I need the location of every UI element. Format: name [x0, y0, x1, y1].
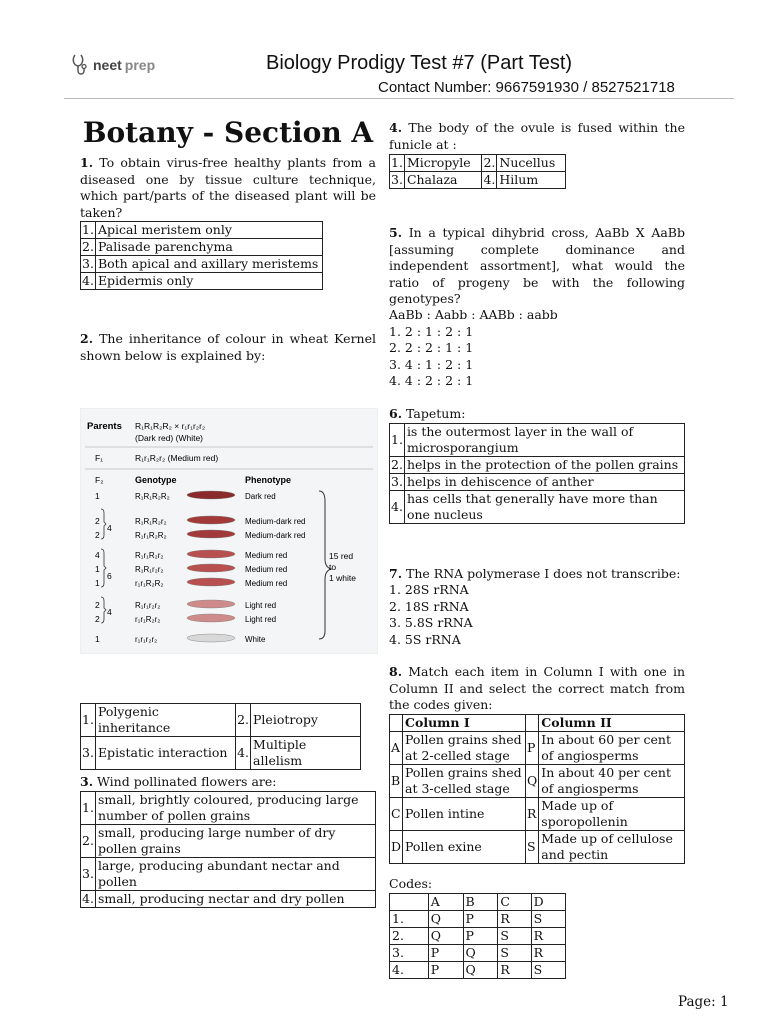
option-text[interactable]: Epistatic interaction — [95, 737, 235, 770]
codes-label: Codes: — [389, 876, 433, 891]
question-5-text: In a typical dihybrid cross, AaBb X AaBb [assuming complete dominance and independent assortment], what would the ratio of progeny be with the following genotypes? — [389, 225, 685, 306]
option-row[interactable]: 1. Apical meristem only — [81, 222, 323, 239]
f1-label: F₁ — [95, 453, 104, 463]
codes-table: A B C D 1. Q P R S 2. Q P S R 3. P Q S R 4. P Q R S — [389, 893, 566, 979]
option-text[interactable]: 1. 2 : 1 : 2 : 1 — [389, 323, 474, 339]
question-7 — [389, 566, 685, 583]
genotype-header: Genotype — [135, 475, 177, 485]
wheat-kernel-icon — [187, 550, 235, 558]
match-row: B Pollen grains shed at 3-celled stage Q In about 40 per cent of angiosperms — [390, 765, 685, 798]
row-phenotype: Light red — [245, 601, 277, 610]
option-text[interactable]: 3. 4 : 1 : 2 : 1 — [389, 356, 474, 372]
wheat-kernel-figure — [80, 408, 378, 654]
question-8-number: 8. — [389, 664, 403, 679]
question-6-number: 6. — [389, 406, 403, 421]
match-row: A Pollen grains shed at 2-celled stage P In about 60 per cent of angiosperms — [390, 732, 685, 765]
figure-rows — [95, 491, 305, 644]
row-count: 2 — [95, 530, 100, 540]
option-text: small, producing large number of dry pollen grains — [95, 825, 375, 858]
wheat-kernel-icon — [187, 491, 235, 499]
column-1-header: Column I — [403, 715, 526, 732]
option-text: helps in dehiscence of anther — [404, 474, 684, 491]
match-table — [389, 714, 685, 864]
option-text: Epidermis only — [95, 273, 322, 290]
question-7-number: 7. — [389, 566, 403, 581]
row-genotype: R₁R₁R₂r₂ — [135, 517, 167, 526]
question-7-text: The RNA polymerase I does not transcribe: — [406, 566, 681, 581]
row-phenotype: Dark red — [245, 492, 276, 501]
wheat-kernel-icon — [187, 530, 235, 538]
wheat-kernel-icon — [187, 614, 235, 622]
question-3 — [80, 774, 376, 791]
group-brace — [101, 549, 106, 587]
question-8 — [389, 664, 685, 714]
option-row[interactable]: 1. is the outermost layer in the wall of microsporangium — [390, 424, 685, 457]
question-5 — [389, 225, 685, 308]
option-text[interactable]: Polygenic inheritance — [95, 704, 235, 737]
row-count: 2 — [95, 600, 100, 610]
option-row[interactable]: 1. small, brightly coloured, producing large number of pollen grains — [81, 792, 376, 825]
question-5-options — [389, 307, 685, 390]
option-text: is the outermost layer in the wall of microsporangium — [404, 424, 684, 457]
question-6 — [389, 406, 685, 423]
question-2-text: The inheritance of colour in wheat Kernel shown below is explained by: — [80, 331, 376, 363]
stethoscope-icon — [70, 53, 90, 77]
section-title: Botany - Section A — [82, 116, 374, 149]
match-row: D Pollen exine S Made up of cellulose and pectin — [390, 831, 685, 864]
option-text[interactable]: Multiple allelism — [251, 737, 361, 770]
neetprep-logo — [70, 53, 155, 77]
option-text: has cells that generally have more than one nucleus — [404, 491, 684, 524]
option-row[interactable]: 3. large, producing abundant nectar and pollen — [81, 858, 376, 891]
option-text[interactable]: 2. 2 : 2 : 1 : 1 — [389, 340, 474, 355]
option-text[interactable]: Micropyle — [404, 155, 482, 172]
option-row[interactable]: 2. small, producing large number of dry pollen grains — [81, 825, 376, 858]
question-2-number: 2. — [80, 331, 94, 346]
f2-label: F₂ — [95, 475, 104, 485]
row-genotype: r₁r₁R₂r₂ — [135, 615, 161, 624]
question-5-number: 5. — [389, 225, 403, 240]
option-text[interactable]: Chalaza — [404, 172, 482, 189]
row-count: 2 — [95, 516, 100, 526]
row-group-count: 6 — [107, 571, 112, 581]
wheat-kernel-icon — [187, 578, 235, 586]
option-text[interactable]: 2. 18S rRNA — [389, 598, 469, 614]
option-text[interactable]: 4. 5S rRNA — [389, 631, 461, 647]
question-3-number: 3. — [80, 774, 94, 789]
header-divider — [64, 98, 734, 99]
row-group-count: 4 — [107, 607, 112, 617]
logo-prep-text: prep — [124, 57, 156, 73]
wheat-kernel-diagram — [81, 409, 377, 653]
row-phenotype: Light red — [245, 615, 277, 624]
option-row[interactable]: 3. helps in dehiscence of anther — [390, 474, 685, 491]
row-phenotype: Medium-dark red — [245, 531, 306, 540]
row-genotype: r₁r₁R₂R₂ — [135, 579, 164, 588]
question-1-number: 1. — [80, 155, 94, 170]
bracket-label-1: 15 red — [329, 551, 354, 561]
row-genotype: R₁R₁r₂r₂ — [135, 565, 164, 574]
option-text: small, brightly coloured, producing large number of pollen grains — [95, 792, 375, 825]
row-phenotype: White — [245, 635, 266, 644]
question-3-text: Wind pollinated flowers are: — [97, 774, 277, 789]
contact-number: Contact Number: 9667591930 / 8527521718 — [378, 79, 675, 96]
code-option-row[interactable]: 3. P Q S R — [390, 945, 566, 962]
question-1-options — [80, 221, 323, 290]
row-genotype: R₁r₁r₂r₂ — [135, 601, 161, 610]
question-8-text: Match each item in Column I with one in Column II and select the correct match from the codes given: — [389, 664, 685, 712]
parents-cross: R₁R₁R₂R₂ × r₁r₁r₂r₂ — [135, 421, 206, 431]
row-genotype: r₁r₁r₂r₂ — [135, 635, 158, 644]
row-count: 4 — [95, 550, 100, 560]
option-text[interactable]: Pleiotropy — [251, 704, 361, 737]
f1-text: R₁r₁R₂r₂ (Medium red) — [135, 453, 219, 463]
option-row[interactable]: 4. small, producing nectar and dry pollen — [81, 891, 376, 908]
option-text: small, producing nectar and dry pollen — [95, 891, 375, 908]
option-row[interactable]: 2. helps in the protection of the pollen grains — [390, 457, 685, 474]
question-4-options: 1. Micropyle 2. Nucellus 3. Chalaza 4. Hilum — [389, 154, 566, 189]
option-text[interactable]: 4. 4 : 2 : 2 : 1 — [389, 373, 474, 388]
row-count: 1 — [95, 491, 100, 501]
row-count: 1 — [95, 634, 100, 644]
option-row[interactable]: 4. has cells that generally have more than one nucleus — [390, 491, 685, 524]
bracket-label-3: 1 white — [329, 573, 356, 583]
wheat-kernel-icon — [187, 564, 235, 572]
page-number: Page: 1 — [678, 994, 729, 1010]
option-text[interactable]: Hilum — [497, 172, 566, 189]
row-genotype: R₁r₁R₂r₂ — [135, 551, 164, 560]
question-1-text: To obtain virus-free healthy plants from a diseased one by tissue culture technique, which part/parts of the diseased plant will be taken? — [80, 155, 376, 220]
row-phenotype: Medium-dark red — [245, 517, 306, 526]
row-count: 1 — [95, 564, 100, 574]
question-2-options: 1. Polygenic inheritance 2. Pleiotropy 3. Epistatic interaction 4. Multiple allelism — [80, 703, 361, 770]
row-genotype: R₁r₁R₂R₂ — [135, 531, 167, 540]
row-phenotype: Medium red — [245, 579, 288, 588]
row-phenotype: Medium red — [245, 565, 288, 574]
row-phenotype: Medium red — [245, 551, 288, 560]
option-row[interactable]: 3. Both apical and axillary meristems — [81, 256, 323, 273]
question-1 — [80, 155, 376, 221]
option-text: Apical meristem only — [95, 222, 322, 239]
question-7-options — [389, 582, 685, 648]
wheat-kernel-icon — [187, 634, 235, 642]
group-brace — [101, 597, 106, 623]
option-text[interactable]: Nucellus — [497, 155, 566, 172]
row-genotype: R₁R₁R₂R₂ — [135, 492, 170, 501]
row-count: 1 — [95, 578, 100, 588]
row-count: 2 — [95, 614, 100, 624]
wheat-kernel-icon — [187, 516, 235, 524]
column-2-header: Column II — [539, 715, 685, 732]
bracket-label-2: to — [329, 562, 337, 572]
option-text[interactable]: 3. 5.8S rRNA — [389, 615, 473, 630]
code-option-row[interactable]: 2. Q P S R — [390, 928, 566, 945]
question-2 — [80, 331, 376, 364]
option-text[interactable]: 1. 28S rRNA — [389, 582, 469, 597]
question-4 — [389, 120, 685, 153]
match-row: C Pollen intine R Made up of sporopollenin — [390, 798, 685, 831]
code-option-row[interactable]: 4. P Q R S — [390, 962, 566, 979]
option-row[interactable]: 4. Epidermis only — [81, 273, 323, 290]
question-4-number: 4. — [389, 120, 403, 135]
parents-label: Parents — [87, 421, 122, 432]
parents-phenotype: (Dark red) (White) — [135, 433, 204, 443]
group-brace — [101, 509, 106, 539]
genotype-ratio-line: AaBb : Aabb : AABb : aabb — [389, 307, 558, 322]
code-option-row[interactable]: 1. Q P R S — [390, 911, 566, 928]
row-group-count: 4 — [107, 523, 112, 533]
question-3-options — [80, 791, 376, 908]
option-row[interactable]: 2. Palisade parenchyma — [81, 239, 323, 256]
option-text: large, producing abundant nectar and pollen — [95, 858, 375, 891]
option-text: Palisade parenchyma — [95, 239, 322, 256]
wheat-kernel-icon — [187, 600, 235, 608]
question-6-text: Tapetum: — [406, 406, 466, 421]
phenotype-header: Phenotype — [245, 475, 292, 485]
option-text: helps in the protection of the pollen grains — [404, 457, 684, 474]
logo-neet-text: neet — [93, 57, 122, 73]
question-6-options — [389, 423, 685, 524]
test-title: Biology Prodigy Test #7 (Part Test) — [266, 52, 573, 74]
question-4-text: The body of the ovule is fused within the funicle at : — [389, 120, 686, 152]
option-text: Both apical and axillary meristems — [95, 256, 322, 273]
